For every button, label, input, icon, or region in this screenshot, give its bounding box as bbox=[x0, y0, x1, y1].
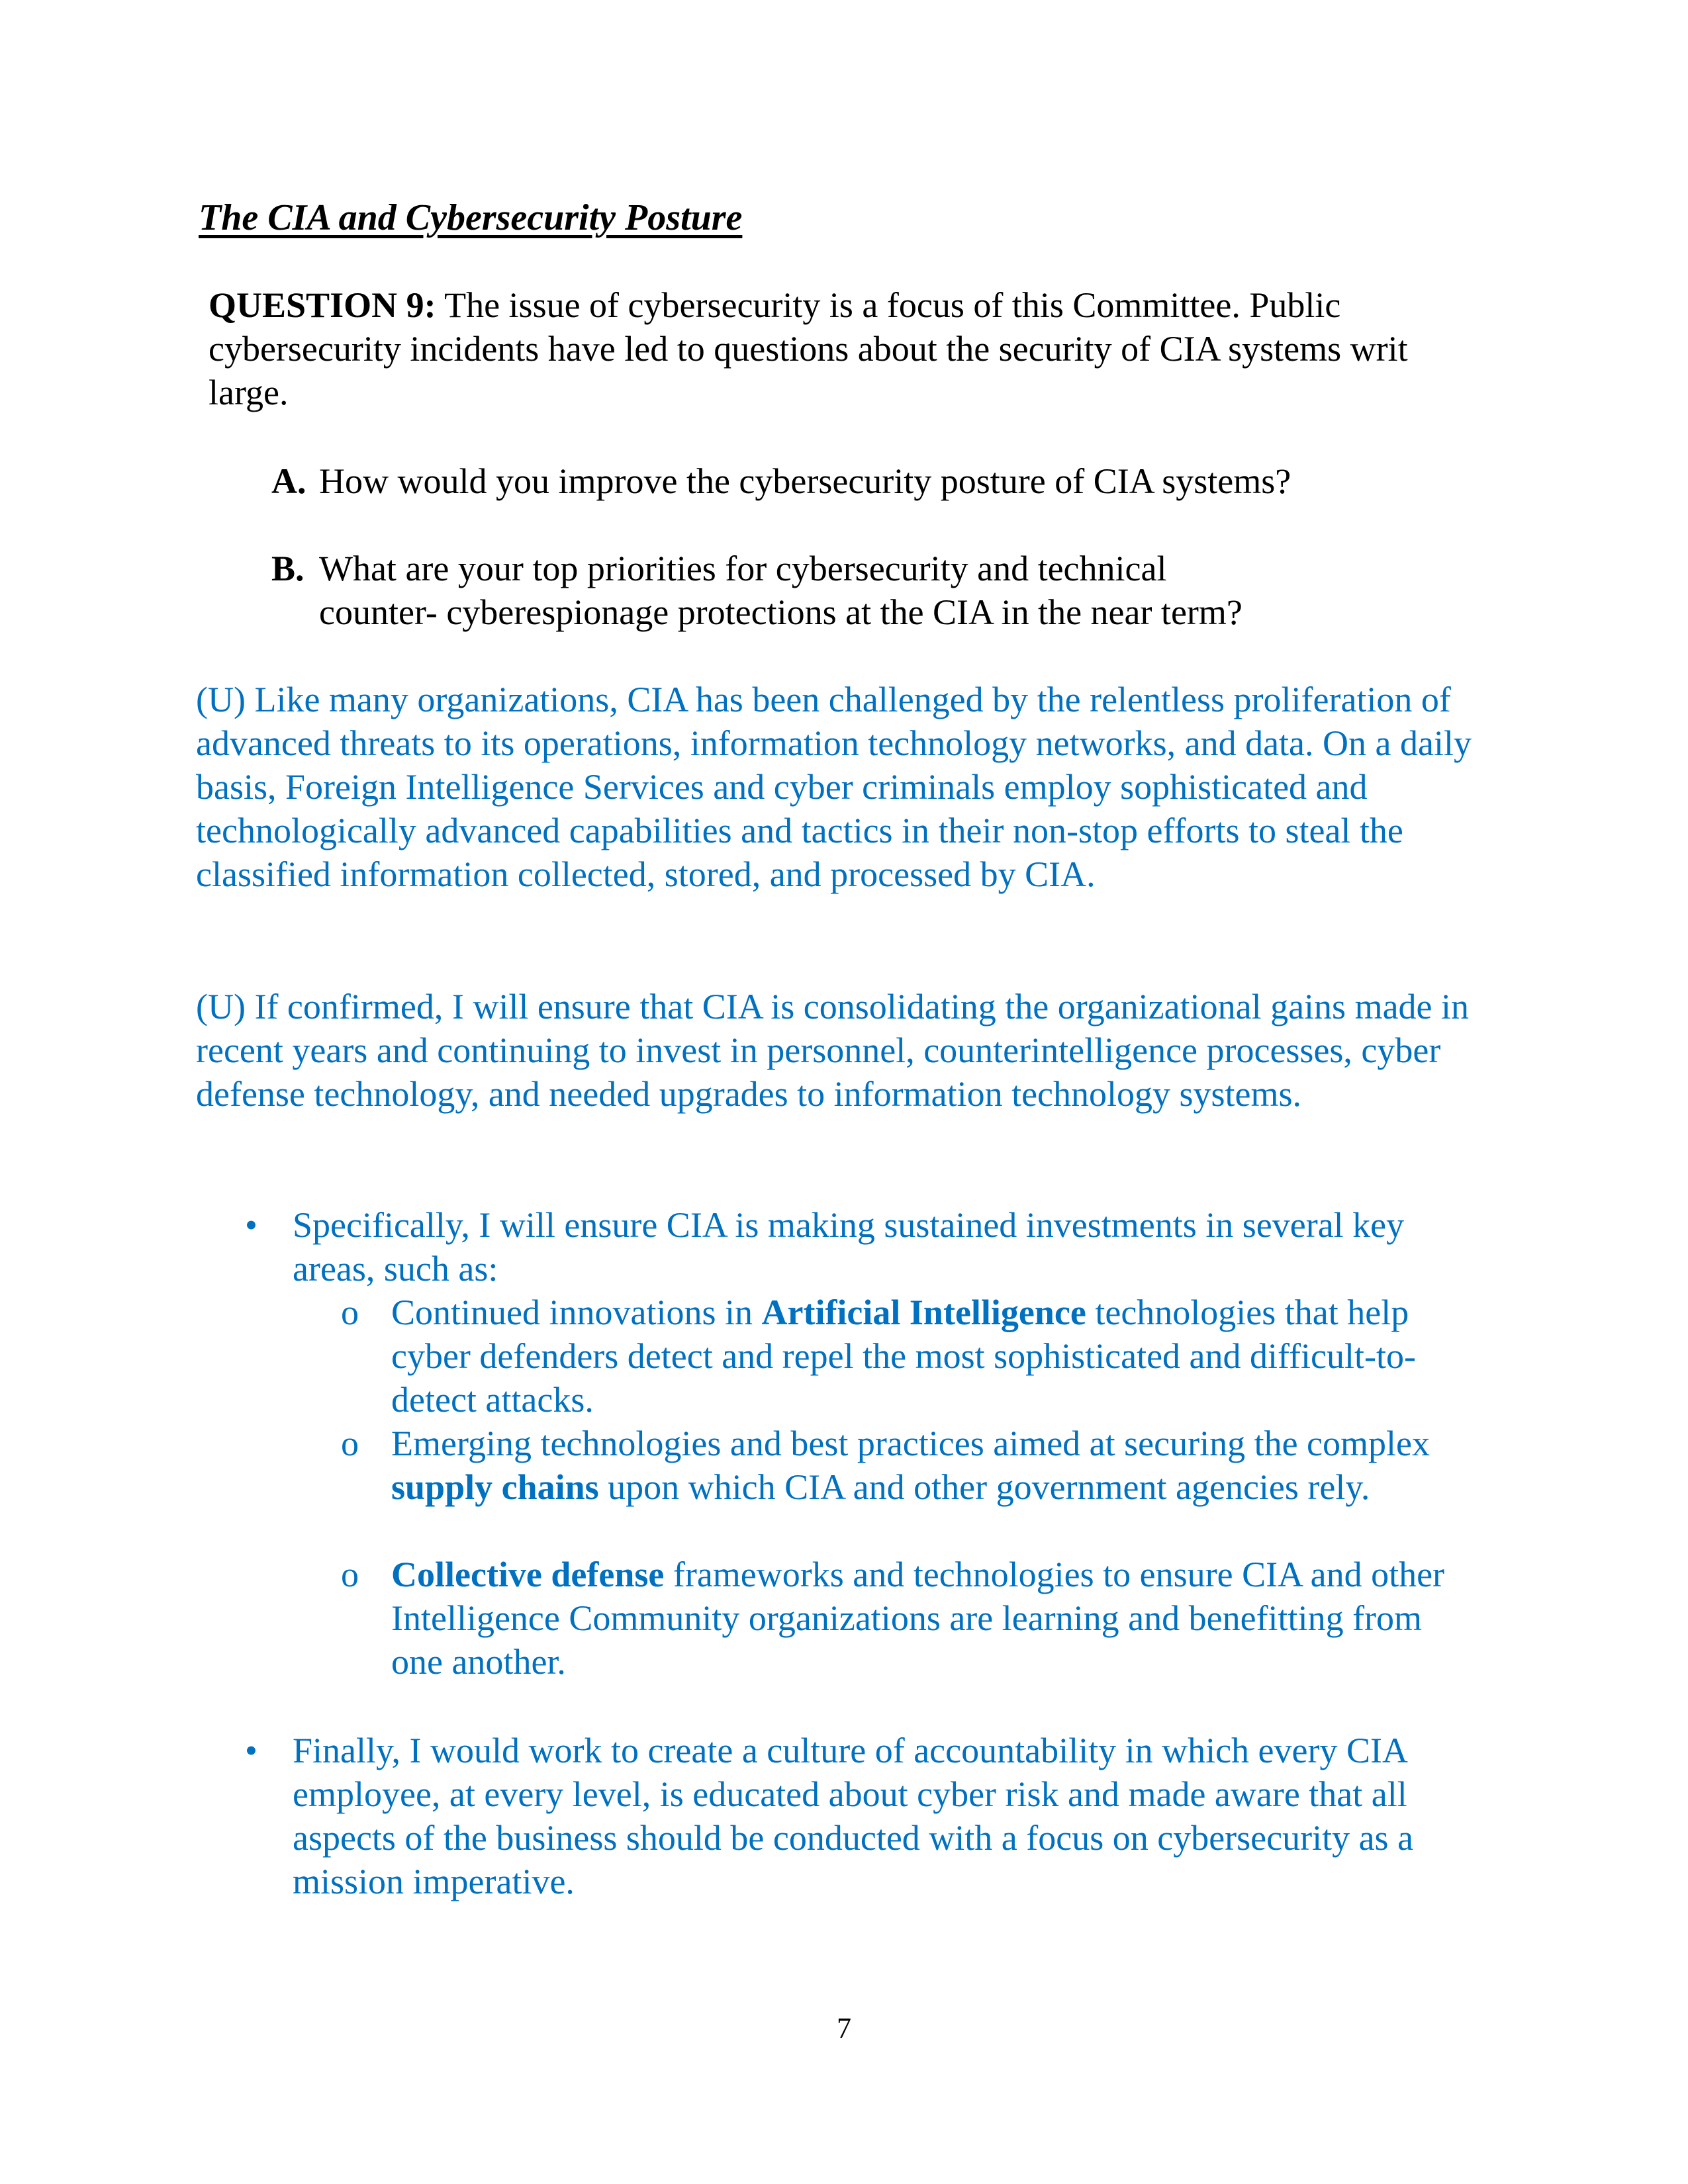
bullet-item bbox=[245, 1203, 1489, 1291]
bullet-text: Specifically, I will ensure CIA is making sustained investments in several key areas, such as: bbox=[293, 1205, 1405, 1289]
circle-bullet-icon: o bbox=[341, 1293, 359, 1332]
sub-bullet-text bbox=[391, 1291, 1479, 1422]
sub-bullet-text bbox=[391, 1422, 1479, 1509]
part-text-continued: counter- cyberespionage protections at the CIA in the near term? bbox=[319, 592, 1243, 632]
question-body: The issue of cybersecurity is a focus of this Committee. Public cybersecurity incidents have led to questions about the security of CIA systems writ large. bbox=[209, 285, 1408, 412]
question-part-b bbox=[271, 547, 1331, 634]
part-text: What are your top priorities for cybersecurity and technical bbox=[319, 549, 1167, 588]
text-run: Continued innovations in bbox=[391, 1293, 762, 1332]
text-run: technologies that help cyber defenders detect and repel the most sophisticated and difficult-to-detect attacks. bbox=[391, 1293, 1416, 1420]
text-run: Emerging technologies and best practices aimed at securing the complex bbox=[391, 1424, 1430, 1463]
bullet-icon: • bbox=[245, 1731, 258, 1770]
bold-term: Collective defense bbox=[391, 1555, 665, 1594]
bold-term: Artificial Intelligence bbox=[761, 1293, 1086, 1332]
text-run: upon which CIA and other government agencies rely. bbox=[598, 1467, 1370, 1507]
part-text: How would you improve the cybersecurity posture of CIA systems? bbox=[319, 461, 1291, 501]
sub-bullet-text bbox=[391, 1553, 1479, 1684]
bullet-text: Finally, I would work to create a culture of accountability in which every CIA employee, at every level, is educated about cyber risk and made aware that all aspects of the business should be conducted with a focus on cybersecurity as a mission imperative. bbox=[293, 1731, 1414, 1901]
part-letter: A. bbox=[271, 461, 306, 501]
bullet-item bbox=[245, 1729, 1489, 1903]
answer-paragraph: (U) If confirmed, I will ensure that CIA is consolidating the organizational gains made in recent years and continuing to invest in personnel, counterintelligence processes, cyber defense technology, and needed upgrades to information technology systems. bbox=[196, 987, 1470, 1114]
text-run: frameworks and technologies to ensure CIA and other Intelligence Community organizations are learning and benefitting from one another. bbox=[391, 1555, 1445, 1682]
circle-bullet-icon: o bbox=[341, 1555, 359, 1594]
bullet-icon: • bbox=[245, 1205, 258, 1245]
sub-bullet-item bbox=[341, 1291, 1479, 1422]
question-label: QUESTION 9: bbox=[209, 285, 436, 325]
bold-term: supply chains bbox=[391, 1467, 599, 1507]
circle-bullet-icon: o bbox=[341, 1424, 359, 1463]
section-heading: The CIA and Cybersecurity Posture bbox=[199, 197, 743, 238]
question-text bbox=[209, 283, 1466, 414]
page-number: 7 bbox=[837, 2012, 851, 2044]
sub-bullet-item bbox=[341, 1553, 1479, 1684]
answer-paragraph: (U) Like many organizations, CIA has been challenged by the relentless proliferation of advanced threats to its operations, information technology networks, and data. On a daily basis, Foreign Intelligence Services and cyber criminals employ sophisticated and technologically advanced capabilities and tactics in their non-stop efforts to steal the classified information collected, stored, and processed by CIA. bbox=[196, 680, 1472, 894]
sub-bullet-item bbox=[341, 1422, 1479, 1509]
part-letter: B. bbox=[271, 549, 305, 588]
question-part-a bbox=[271, 459, 1463, 503]
